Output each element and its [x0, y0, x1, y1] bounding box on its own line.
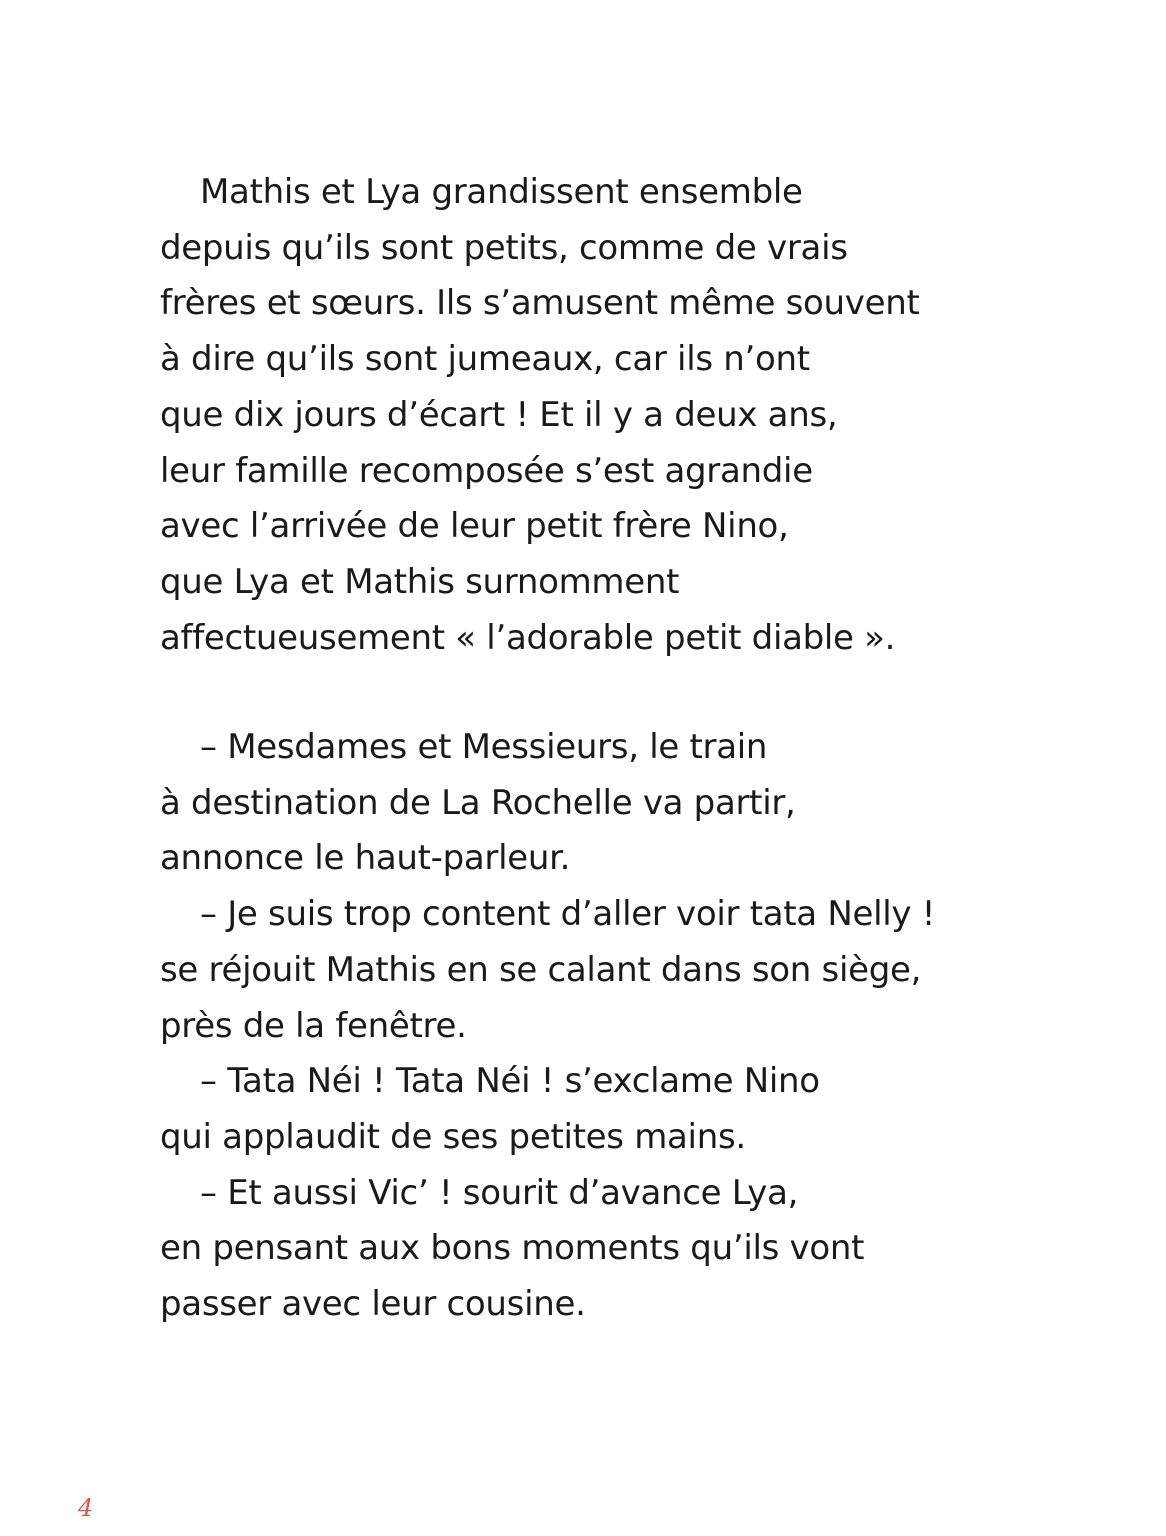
text-line: passer avec leur cousine.: [160, 1284, 586, 1325]
text-line: qui applaudit de ses petites mains.: [160, 1116, 746, 1157]
dialogue-line: – Je suis trop content d’aller voir tata Nelly !: [200, 894, 936, 935]
page-number: 4: [78, 1494, 94, 1522]
text-line: frères et sœurs. Ils s’amusent même souvent: [160, 283, 920, 324]
text-line: leur famille recomposée s’est agrandie: [160, 450, 813, 491]
text-line: Mathis et Lya grandissent ensemble: [200, 172, 803, 212]
text-line: en pensant aux bons moments qu’ils vont: [160, 1228, 865, 1269]
dialogue-section: [160, 720, 1040, 1333]
text-line: près de la fenêtre.: [160, 1005, 467, 1046]
dialogue-line: – Tata Néi ! Tata Néi ! s’exclame Nino: [200, 1061, 820, 1102]
text-line: affectueusement « l’adorable petit diable ».: [160, 617, 896, 658]
dialogue-line: – Et aussi Vic’ ! sourit d’avance Lya,: [200, 1172, 799, 1213]
text-line: depuis qu’ils sont petits, comme de vrais: [160, 227, 848, 268]
text-line: annonce le haut-parleur.: [160, 838, 571, 879]
narrative-paragraph: [160, 165, 1040, 666]
text-line: que dix jours d’écart ! Et il y a deux ans,: [160, 394, 838, 435]
text-line: à destination de La Rochelle va partir,: [160, 782, 796, 823]
text-line: avec l’arrivée de leur petit frère Nino,: [160, 506, 789, 547]
text-line: à dire qu’ils sont jumeaux, car ils n’ont: [160, 339, 810, 380]
text-line: se réjouit Mathis en se calant dans son siège,: [160, 949, 922, 990]
text-line: que Lya et Mathis surnomment: [160, 561, 680, 602]
dialogue-line: – Mesdames et Messieurs, le train: [200, 727, 768, 767]
